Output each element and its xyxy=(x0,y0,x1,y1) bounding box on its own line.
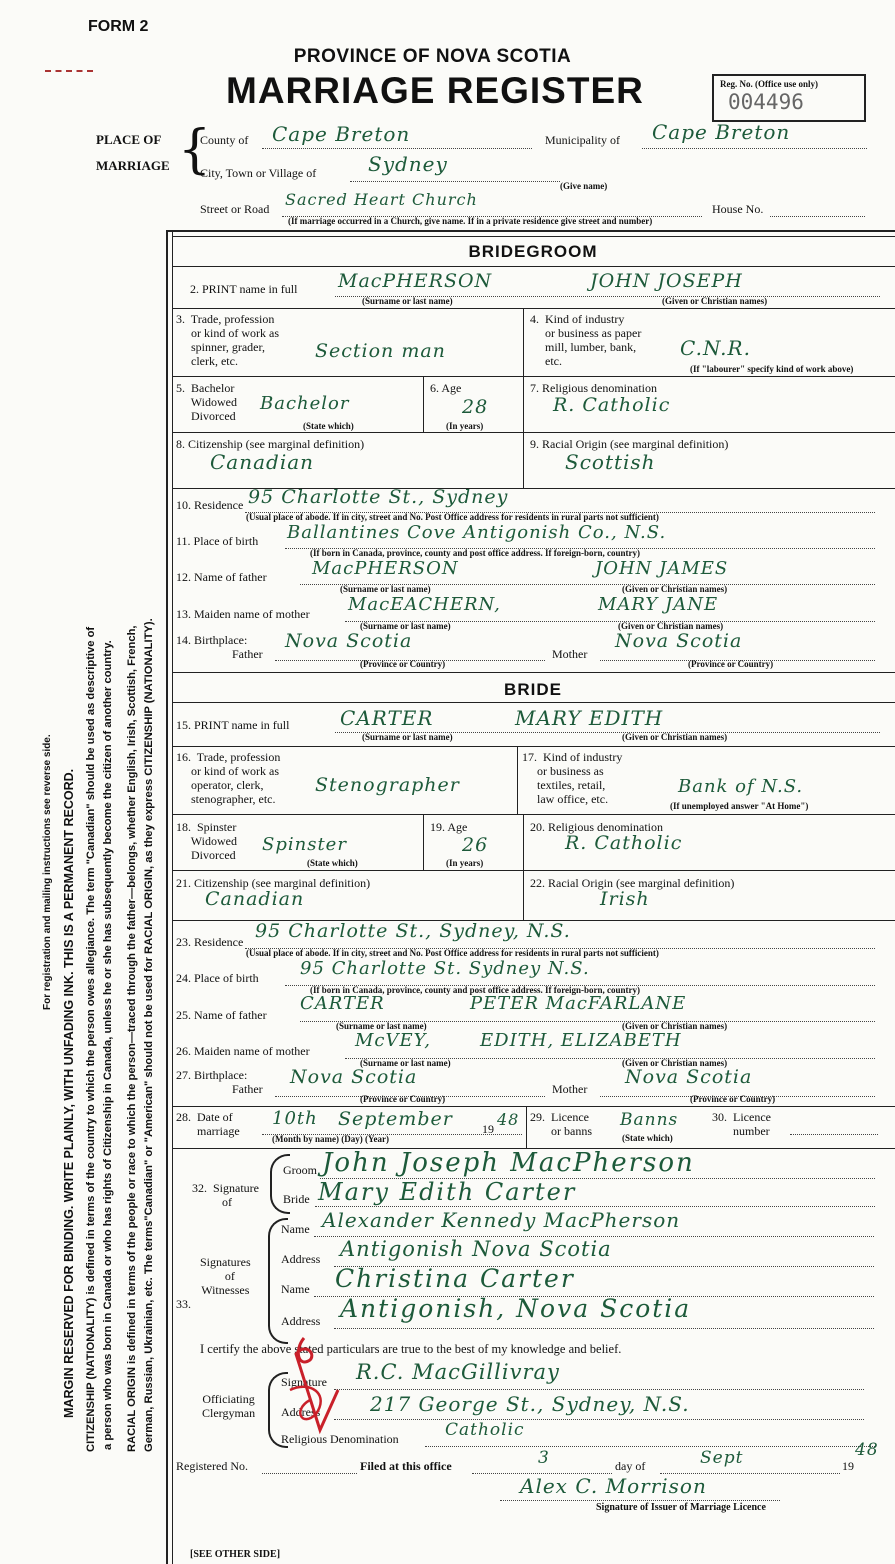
marriage-month: September xyxy=(338,1108,453,1130)
licence-caption: (State which) xyxy=(622,1133,673,1143)
groom-residence: 95 Charlotte St., Sydney xyxy=(248,486,509,508)
witness2-address: Antigonish, Nova Scotia xyxy=(340,1294,692,1323)
margin-line-3: CITIZENSHIP (NATIONALITY) is defined in terms of the country to which the person owes allegiance. The term "Canadian" should be used as descriptive of xyxy=(85,626,97,1452)
margin-line-1: For registration and mailing instructions see reverse side. xyxy=(42,734,53,1010)
bride-birthplace-label: 27. Birthplace: xyxy=(176,1068,248,1082)
marriage-year-prefix: 19 xyxy=(482,1122,494,1136)
groom-father-label: 12. Name of father xyxy=(176,570,267,584)
document-title: MARRIAGE REGISTER xyxy=(226,70,644,111)
bride-mother-surname-caption: (Surname or last name) xyxy=(360,1058,451,1068)
groom-bp-mother-label: Mother xyxy=(552,647,588,661)
groom-residence-note: (Usual place of abode. If in city, street and No. Post Office address for residents in rural parts not sufficient) xyxy=(246,512,659,522)
groom-bp-father-label: Father xyxy=(232,647,263,661)
place-label-2: MARRIAGE xyxy=(96,158,170,173)
bride-surname-caption: (Surname or last name) xyxy=(362,732,453,742)
bride-given: MARY EDITH xyxy=(515,706,664,730)
groom-father-surname: MacPHERSON xyxy=(312,558,459,579)
groom-mother-given: MARY JANE xyxy=(598,594,719,615)
reg-number-value: 004496 xyxy=(728,90,804,114)
witness1-address: Antigonish Nova Scotia xyxy=(340,1237,612,1261)
groom-citizenship: Canadian xyxy=(210,450,315,474)
groom-industry: C.N.R. xyxy=(680,336,751,360)
groom-signature: John Joseph MacPherson xyxy=(322,1148,695,1178)
reg-number-box xyxy=(712,74,866,122)
clergy-addr-label: Address xyxy=(281,1405,321,1419)
groom-status-label: 5. Bachelor Widowed Divorced xyxy=(176,381,237,423)
issuer-label: Signature of Issuer of Marriage Licence xyxy=(596,1502,766,1513)
city-label: City, Town or Village of xyxy=(200,166,317,180)
bridegroom-heading: BRIDEGROOM xyxy=(468,242,598,261)
marriage-day: 10th xyxy=(272,1108,318,1129)
bride-mother-label: 26. Maiden name of mother xyxy=(176,1044,310,1058)
groom-mother-label: 13. Maiden name of mother xyxy=(176,607,310,621)
signature-label: 32. Signature of xyxy=(192,1181,259,1209)
bride-mother-given: EDITH, ELIZABETH xyxy=(480,1030,682,1051)
groom-birthplace-label: 14. Birthplace: xyxy=(176,633,248,647)
bride-age: 26 xyxy=(462,834,489,856)
filed-month: Sept xyxy=(700,1448,744,1468)
bride-name-label: 15. PRINT name in full xyxy=(176,718,290,732)
place-label-1: PLACE OF xyxy=(96,132,162,147)
red-check-mark xyxy=(280,1330,350,1440)
bride-religion-label: 20. Religious denomination xyxy=(530,820,663,834)
bride-bp-mother-caption: (Province or Country) xyxy=(690,1094,776,1104)
bride-father-surname-caption: (Surname or last name) xyxy=(336,1021,427,1031)
clergy-sig-label: Signature xyxy=(281,1375,327,1389)
groom-industry-label: 4. Kind of industry or business as paper mill, lumber, bank, etc. xyxy=(530,312,642,368)
street-label: Street or Road xyxy=(200,202,270,216)
w1-address-label: Address xyxy=(281,1252,321,1266)
bride-bp-mother: Nova Scotia xyxy=(625,1066,753,1088)
bride-sig-label: Bride xyxy=(283,1192,310,1206)
bride-trade-label: 16. Trade, profession or kind of work as operator, clerk, stenographer, etc. xyxy=(176,750,281,806)
municipality-label: Municipality of xyxy=(545,133,620,147)
licence-label: 29. Licence or banns xyxy=(530,1110,592,1138)
groom-father-given: JOHN JAMES xyxy=(595,558,729,579)
w2-name-label: Name xyxy=(281,1282,310,1296)
bride-citizenship-label: 21. Citizenship (see marginal definition) xyxy=(176,876,371,890)
bride-birth-note: (If born in Canada, province, county and post office address. If foreign-born, country) xyxy=(310,985,641,995)
bride-status: Spinster xyxy=(262,834,347,855)
groom-racial: Scottish xyxy=(565,450,656,474)
groom-trade-label: 3. Trade, profession or kind of work as spinner, grader, clerk, etc. xyxy=(176,312,279,368)
bride-racial-label: 22. Racial Origin (see marginal definition) xyxy=(530,876,735,890)
margin-line-2: MARGIN RESERVED FOR BINDING. WRITE PLAINLY, WITH UNFADING INK. THIS IS A PERMANENT RECORD. xyxy=(62,768,76,1418)
bride-religion: R. Catholic xyxy=(565,832,683,854)
bride-bp-father-caption: (Province or Country) xyxy=(360,1094,446,1104)
bride-birth: 95 Charlotte St. Sydney N.S. xyxy=(300,958,590,979)
groom-racial-label: 9. Racial Origin (see marginal definition) xyxy=(530,437,729,451)
place-brace: { xyxy=(178,120,212,180)
day-of-label: day of xyxy=(615,1459,646,1473)
house-label: House No. xyxy=(712,202,764,216)
filed-day: 3 xyxy=(538,1448,550,1468)
groom-surname: MacPHERSON xyxy=(338,270,493,292)
municipality-value: Cape Breton xyxy=(652,120,791,144)
reg-number-label: Reg. No. (Office use only) xyxy=(720,79,818,89)
groom-trade: Section man xyxy=(315,340,446,362)
bride-racial: Irish xyxy=(600,888,650,910)
groom-residence-label: 10. Residence xyxy=(176,498,244,512)
certify-text: I certify the above stated particulars are true to the best of my knowledge and belief. xyxy=(200,1342,622,1356)
issuer-signature: Alex C. Morrison xyxy=(520,1474,707,1498)
margin-mark xyxy=(45,70,93,75)
give-name-note: (Give name) xyxy=(560,181,608,191)
groom-birth: Ballantines Cove Antigonish Co., N.S. xyxy=(287,522,667,543)
witness1-name: Alexander Kennedy MacPherson xyxy=(322,1208,681,1232)
groom-status-caption: (State which) xyxy=(303,421,354,431)
groom-age: 28 xyxy=(462,396,489,418)
witness2-name: Christina Carter xyxy=(335,1264,575,1293)
groom-religion-label: 7. Religious denomination xyxy=(530,381,657,395)
date-caption: (Month by name) (Day) (Year) xyxy=(272,1134,389,1144)
bride-father-given: PETER MacFARLANE xyxy=(470,993,687,1014)
bride-residence: 95 Charlotte St., Sydney, N.S. xyxy=(255,920,571,942)
bride-industry-label: 17. Kind of industry or business as textiles, retail, law office, etc. xyxy=(522,750,623,806)
groom-sig-label: Groom xyxy=(283,1163,317,1177)
bride-signature: Mary Edith Carter xyxy=(318,1178,577,1206)
w1-name-label: Name xyxy=(281,1222,310,1236)
marriage-year: 48 xyxy=(497,1110,520,1129)
clergy-religion: Catholic xyxy=(445,1420,525,1440)
groom-name-label: 2. PRINT name in full xyxy=(190,282,298,296)
groom-status: Bachelor xyxy=(260,393,350,414)
groom-age-label: 6. Age xyxy=(430,381,462,395)
witness-label: Signatures of Witnesses xyxy=(200,1255,251,1297)
filed-year-prefix: 19 xyxy=(842,1459,854,1473)
registered-label: Registered No. xyxy=(176,1459,248,1473)
street-note: (If marriage occurred in a Church, give name. If in a private residence give street and number) xyxy=(288,216,653,226)
city-value: Sydney xyxy=(368,152,448,176)
bride-heading: BRIDE xyxy=(504,680,562,699)
bride-residence-note: (Usual place of abode. If in city, street and No. Post Office address for residents in rural parts not sufficient) xyxy=(246,948,659,958)
bride-age-caption: (In years) xyxy=(446,858,484,868)
bride-father-surname: CARTER xyxy=(300,993,385,1014)
w2-address-label: Address xyxy=(281,1314,321,1328)
groom-given-caption: (Given or Christian names) xyxy=(662,296,768,306)
bride-age-label: 19. Age xyxy=(430,820,468,834)
bride-father-given-caption: (Given or Christian names) xyxy=(622,1021,728,1031)
groom-bp-mother-caption: (Province or Country) xyxy=(688,659,774,669)
bride-status-label: 18. Spinster Widowed Divorced xyxy=(176,820,237,862)
bride-bp-father-label: Father xyxy=(232,1082,263,1096)
groom-surname-caption: (Surname or last name) xyxy=(362,296,453,306)
clergy-label: Officiating Clergyman xyxy=(202,1392,256,1420)
margin-line-6: German, Russian, Ukrainian, etc. The terms"Canadian" or "American" should not be used for RACIAL ORIGIN, as they express CITIZENSHIP (NATIONALITY). xyxy=(143,618,155,1452)
bride-surname: CARTER xyxy=(340,706,434,730)
groom-birth-note: (If born in Canada, province, county and post office address. If foreign-born, country) xyxy=(310,548,641,558)
clergy-address: 217 George St., Sydney, N.S. xyxy=(370,1392,690,1416)
clergy-signature: R.C. MacGillivray xyxy=(356,1360,560,1384)
licence-value: Banns xyxy=(620,1110,679,1130)
bride-birth-label: 24. Place of birth xyxy=(176,971,259,985)
bride-residence-label: 23. Residence xyxy=(176,935,244,949)
groom-bp-father: Nova Scotia xyxy=(285,630,413,652)
groom-industry-note: (If "labourer" specify kind of work above) xyxy=(690,364,854,374)
bride-trade: Stenographer xyxy=(315,774,460,796)
street-value: Sacred Heart Church xyxy=(285,190,478,209)
county-label: County of xyxy=(200,133,249,147)
groom-mother-surname-caption: (Surname or last name) xyxy=(360,621,451,631)
witness-number: 33. xyxy=(176,1297,191,1311)
filed-label: Filed at this office xyxy=(360,1459,452,1473)
bride-status-caption: (State which) xyxy=(307,858,358,868)
groom-father-given-caption: (Given or Christian names) xyxy=(622,584,728,594)
groom-religion: R. Catholic xyxy=(553,394,671,416)
bride-industry-note: (If unemployed answer "At Home") xyxy=(670,801,809,811)
bride-bp-mother-label: Mother xyxy=(552,1082,588,1096)
county-value: Cape Breton xyxy=(272,122,411,146)
groom-bp-father-caption: (Province or Country) xyxy=(360,659,446,669)
licence-number-label: 30. Licence number xyxy=(712,1110,771,1138)
groom-father-surname-caption: (Surname or last name) xyxy=(340,584,431,594)
form-number: FORM 2 xyxy=(88,18,149,35)
province-heading: PROVINCE OF NOVA SCOTIA xyxy=(293,46,572,67)
groom-citizenship-label: 8. Citizenship (see marginal definition) xyxy=(176,437,365,451)
bride-given-caption: (Given or Christian names) xyxy=(622,732,728,742)
groom-age-caption: (In years) xyxy=(446,421,484,431)
groom-bp-mother: Nova Scotia xyxy=(615,630,743,652)
bride-mother-surname: McVEY, xyxy=(355,1030,431,1051)
bride-citizenship: Canadian xyxy=(205,888,305,910)
bride-mother-given-caption: (Given or Christian names) xyxy=(622,1058,728,1068)
groom-mother-surname: MacEACHERN, xyxy=(348,594,501,615)
bride-father-label: 25. Name of father xyxy=(176,1008,267,1022)
date-label: 28. Date of marriage xyxy=(176,1110,240,1138)
groom-given: JOHN JOSEPH xyxy=(590,270,743,292)
bride-industry: Bank of N.S. xyxy=(678,776,804,797)
groom-mother-given-caption: (Given or Christian names) xyxy=(618,621,724,631)
clergy-religion-label: Religious Denomination xyxy=(281,1432,399,1446)
margin-line-4: a person who was born in Canada or who has rights of Citizenship in Canada, unless he or she has subsequently become the citizen of another country. xyxy=(102,640,114,1450)
see-other-side: [SEE OTHER SIDE] xyxy=(190,1549,281,1560)
groom-birth-label: 11. Place of birth xyxy=(176,534,259,548)
bride-bp-father: Nova Scotia xyxy=(290,1066,418,1088)
margin-line-5: RACIAL ORIGIN is defined in terms of the people or race to which the person—traced through the father—belongs, whether English, Irish, Scottish, French, xyxy=(126,625,138,1452)
filed-year: 48 xyxy=(855,1440,879,1460)
